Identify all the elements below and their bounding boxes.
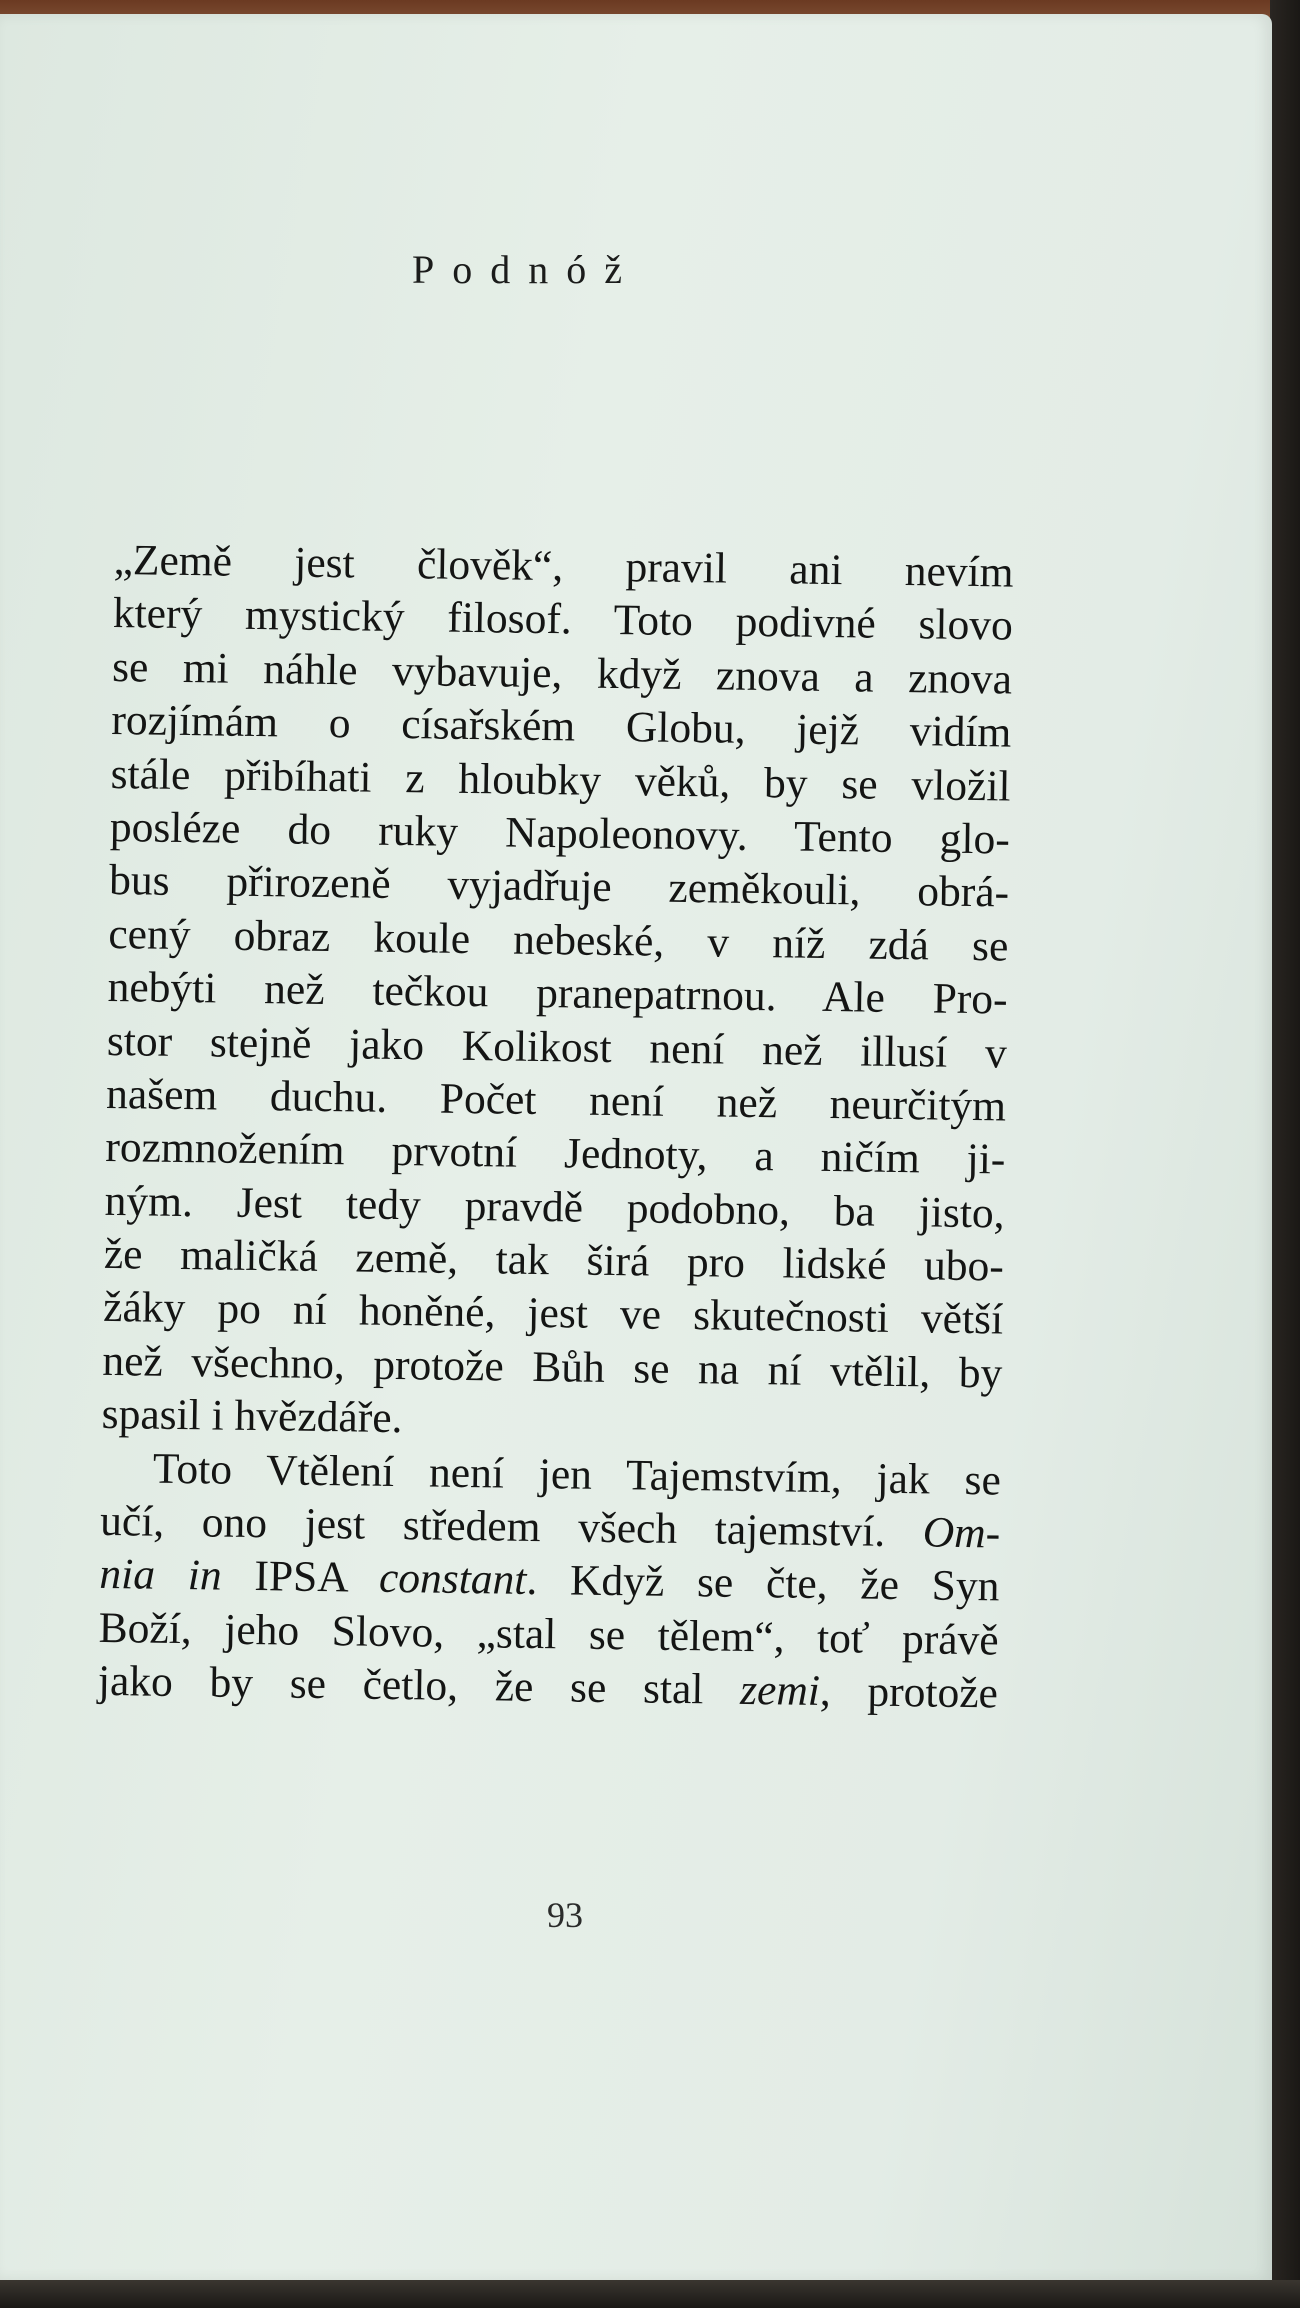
page-number: 93	[547, 1895, 583, 1935]
italic-text: zemi	[739, 1666, 821, 1716]
body-text	[98, 534, 1014, 1721]
running-title: Podnóž	[412, 247, 640, 292]
text-line: který mystický filosof. Toto podivné slovo	[112, 589, 1014, 650]
text-run: , protože	[819, 1667, 999, 1718]
text-line: žáky po ní honěné, jest ve skutečnosti větší	[102, 1283, 1004, 1344]
text-line: rozjímám o císařském Globu, jejž vidím	[111, 696, 1012, 757]
text-run: jako by se četlo, že se stal	[97, 1657, 704, 1714]
book-page	[0, 14, 1272, 2280]
text-line: Boží, jeho Slovo, „stal se tělem“, toť právě	[98, 1603, 999, 1665]
text-line: „Země jest člověk“, pravil ani nevím	[113, 535, 1014, 597]
text-line: že maličká země, tak širá pro lidské ubo-	[103, 1230, 1005, 1291]
text-line: spasil i hvězdáře.	[101, 1390, 403, 1443]
text-line	[98, 1655, 999, 1721]
italic-text: constant	[378, 1554, 527, 1605]
book-edge-right	[1270, 0, 1300, 2308]
text-line: stor stejně jako Kolikost není než illusí v	[106, 1016, 1008, 1078]
text-line: se mi náhle vybavuje, když znova a znova	[111, 642, 1013, 704]
text-run: IPSA	[254, 1552, 347, 1602]
text-line: cený obraz koule nebeské, v níž zdá se	[108, 909, 1009, 971]
text-run: . Když se čte, že Syn	[526, 1556, 1000, 1611]
text-line: Toto Vtělení není jen Tajemstvím, jak se	[152, 1444, 1002, 1505]
text-line: ným. Jest tedy pravdě podobno, ba jisto,	[104, 1176, 1005, 1238]
text-line: posléze do ruky Napoleonovy. Tento glo-	[109, 802, 1011, 864]
italic-text: Om-	[922, 1508, 1001, 1558]
text-run: učí, ono jest středem všech tajemství.	[99, 1496, 886, 1556]
book-edge-bottom	[0, 2280, 1300, 2308]
text-line: nebýti než tečkou pranepatrnou. Ale Pro-	[107, 963, 1008, 1024]
text-line: stále přibíhati z hloubky věků, by se vložil	[110, 749, 1011, 811]
text-line: bus přirozeně vyjadřuje zeměkouli, obrá-	[108, 856, 1010, 917]
text-line: našem duchu. Počet není než neurčitým	[105, 1069, 1007, 1131]
italic-text: nia in	[99, 1550, 222, 1601]
text-line: než všechno, protože Bůh se na ní vtělil, by	[102, 1336, 1003, 1398]
text-line: rozmnožením prvotní Jednoty, a ničím ji-	[105, 1123, 1006, 1184]
